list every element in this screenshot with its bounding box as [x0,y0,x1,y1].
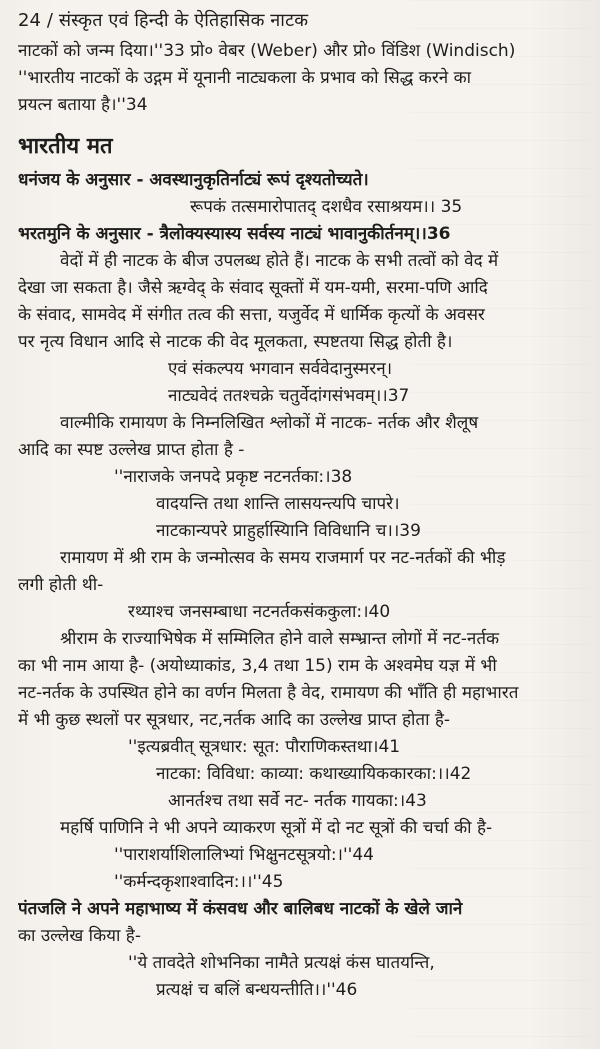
page-header: 24 / संस्कृत एवं हिन्दी के ऐतिहासिक नाटक [18,10,309,31]
text-line-1: नाटकों को जन्म दिया।''33 प्रो० वेबर (Weber) और प्रो० विंडिश (Windisch) [18,41,516,61]
text-line-14: आदि का स्पष्ट उल्लेख प्राप्त होता है - [18,440,245,460]
text-line-7: वेदों में ही नाटक के बीज उपलब्ध होते हैं। नाटक के सभी तत्वों को वेद में [60,251,499,271]
text-line-6: भरतमुनि के अनुसार - त्रैलोक्यस्यास्य सर्वस्य नाट्यं भावानुकीर्तनम्।।36 [18,224,451,244]
text-line-9: के संवाद, सामवेद में संगीत तत्व की सत्ता, यजुर्वेद में धार्मिक कृत्यों के अवसर [18,305,485,325]
text-line-30: ''कर्मन्दकृशाश्वादिन:।।''45 [114,872,284,892]
text-line-13: वाल्मीकि रामायण के निम्नलिखित श्लोकों में नाटक- नर्तक और शैलूष [60,413,479,433]
text-line-2: ''भारतीय नाटकों के उद्गम में यूनानी नाट्यकला के प्रभाव को सिद्ध करने का [18,68,472,88]
text-line-32: का उल्लेख किया है- [18,926,141,946]
text-line-12: नाट्यवेदं ततश्चक्रे चतुर्वेदांगसंभवम्।।37 [168,386,410,406]
text-line-20: रथ्याश्च जनसम्बाधा नटनर्तकसंककुला:।40 [128,602,391,622]
text-line-3: प्रयत्न बताया है।''34 [18,95,148,115]
text-line-25: ''इत्यब्रवीत् सूत्रधार: सूत: पौराणिकस्तथा।41 [128,737,401,757]
text-line-31: पंतजलि ने अपने महाभाष्य में कंसवध और बालिबध नाटकों के खेले जाने [18,899,463,919]
text-line-5: रूपकं तत्समारोपातद् दशधैव रसाश्रयम।। 35 [190,197,463,217]
text-line-26: नाटका: विविधा: काव्या: कथाख्यायिककारका:।।42 [156,764,472,784]
text-line-22: का भी नाम आया है- (अयोध्याकांड, 3,4 तथा 15) राम के अश्वमेघ यज्ञ में भी [18,656,497,676]
text-line-16: वादयन्ति तथा शान्ति लासयन्त्यपि चापरे। [156,494,400,514]
text-line-10: पर नृत्य विधान आदि से नाटक की वेद मूलकता, स्पष्टतया सिद्ध होती है। [18,332,453,352]
text-line-33: ''ये तावदेते शोभनिका नामैते प्रत्यक्षं कंस घातयन्ति, [128,953,435,973]
text-line-21: श्रीराम के राज्याभिषेक में सम्मिलित होने वाले सम्भ्रान्त लोगों में नट-नर्तक [60,629,500,649]
text-line-15: ''नाराजके जनपदे प्रकृष्ट नटनर्तका:।38 [114,467,353,487]
text-line-19: लगी होती थी- [18,575,104,595]
text-line-34: प्रत्यक्षं च बलिं बन्धयन्तीति।।''46 [156,980,358,1000]
text-line-24: में भी कुछ स्थलों पर सूत्रधार, नट,नर्तक आदि का उल्लेख प्राप्त होता है- [18,710,451,730]
text-line-8: देखा जा सकता है। जैसे ऋग्वेद् के संवाद सूक्तों में यम-यमी, सरमा-पणि आदि [18,278,488,298]
text-line-17: नाटकान्यपरे प्राहुर्हास्यिानि विविधानि च।।39 [156,521,421,541]
text-line-29: ''पाराशर्याशिलालिभ्यां भिक्षुनटसूत्रयो:।''44 [114,845,374,865]
text-line-23: नट-नर्तक के उपस्थित होने का वर्णन मिलता है वेद, रामायण की भाँति ही महाभारत [18,683,519,703]
text-line-18: रामायण में श्री राम के जन्मोत्सव के समय राजमार्ग पर नट-नर्तकों की भीड़ [60,548,506,568]
text-line-28: महर्षि पाणिनि ने भी अपने व्याकरण सूत्रों में दो नट सूत्रों की चर्चा की है- [60,818,493,838]
text-line-4: धनंजय के अनुसार - अवस्थानुकृतिर्नाट्यं रूपं दृश्यतोच्यते। [18,170,369,190]
text-line-11: एवं संकल्पय भगवान सर्ववेदानुस्मरन्। [168,359,393,379]
section-title: भारतीय मत [18,134,113,159]
text-line-27: आनर्तश्च तथा सर्वे नट- नर्तक गायका:।43 [168,791,427,811]
